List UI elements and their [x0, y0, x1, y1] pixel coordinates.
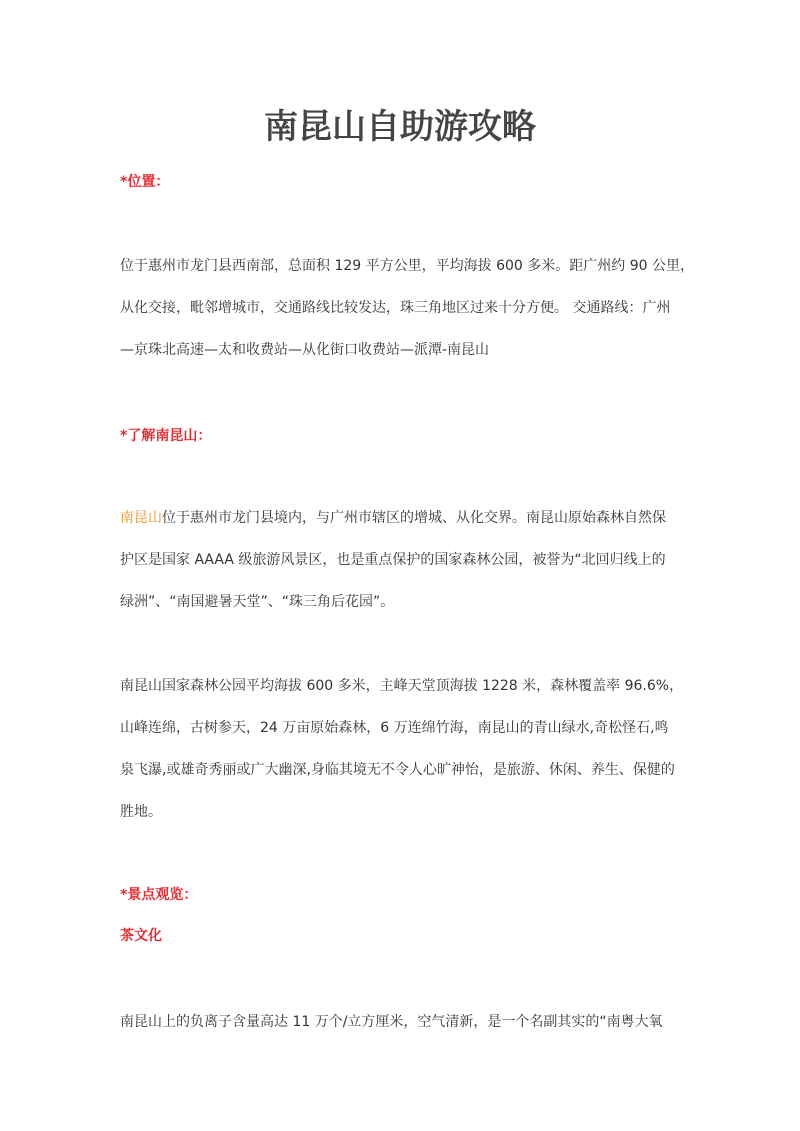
paragraph-line: 南昆山上的负离子含量高达 11 万个/立方厘米，空气清新，是一个名副其实的“南粤大氧	[120, 1014, 663, 1030]
paragraph-line: 山峰连绵，古树参天，24 万亩原始森林，6 万连绵竹海，南昆山的青山绿水,奇松怪石,鸣	[120, 720, 669, 736]
document-title: 南昆山自助游攻略	[264, 107, 536, 147]
location-heading: *位置：	[120, 174, 170, 190]
about-paragraph-2	[120, 676, 695, 844]
paragraph-line: 护区是国家 AAAA 级旅游风景区，也是重点保护的国家森林公园，被誉为“北回归线上的	[120, 552, 666, 568]
paragraph-line: —京珠北高速—太和收费站—从化街口收费站—派潭-南昆山	[120, 342, 490, 358]
about-paragraph-1	[120, 508, 695, 634]
scenery-paragraph	[120, 1012, 695, 1054]
tea-culture-subheading: 茶文化	[120, 928, 162, 944]
about-heading: *了解南昆山：	[120, 428, 212, 444]
nankunshan-link-text: 南昆山	[120, 510, 162, 526]
paragraph-line	[120, 508, 695, 550]
location-paragraph	[120, 256, 695, 382]
paragraph-line: 胜地。	[120, 804, 162, 820]
paragraph-line: 从化交接，毗邻增城市，交通路线比较发达，珠三角地区过来十分方便。 交通路线：广州	[120, 300, 671, 316]
scenery-heading: *景点观览：	[120, 887, 198, 903]
paragraph-line: 位于惠州市龙门县西南部，总面积 129 平方公里，平均海拔 600 多米。距广州约 90 公里，	[120, 258, 694, 274]
paragraph-line-text: 位于惠州市龙门县境内，与广州市辖区的增城、从化交界。南昆山原始森林自然保	[162, 510, 666, 526]
paragraph-line: 南昆山国家森林公园平均海拔 600 多米，主峰天堂顶海拔 1228 米，森林覆盖率 96.6%，	[120, 678, 684, 694]
paragraph-line: 泉飞瀑,或雄奇秀丽或广大幽深,身临其境无不令人心旷神怡，是旅游、休闲、养生、保健的	[120, 762, 675, 778]
paragraph-line: 绿洲”、“南国避暑天堂”、“珠三角后花园”。	[120, 594, 395, 610]
